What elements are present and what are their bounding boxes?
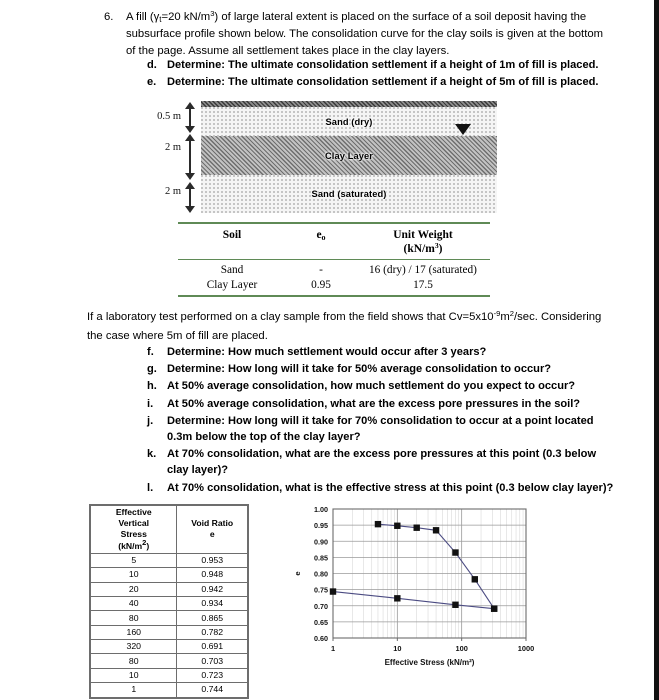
cell-stress: 320	[91, 640, 177, 654]
soil-table-header-row	[178, 224, 490, 259]
arrow-line	[189, 108, 191, 128]
question-text-part3: ) of large lateral extent is placed on the surface of a soil deposit having the subsurface profile shown below. The consolidation curve for the clay soils is given at the bottom of the page. Assume all settlement takes place in the clay layers.	[126, 11, 604, 57]
header-void-ratio-line2: e	[209, 529, 215, 540]
lab-paragraph-pre: If a laboratory test performed on a clay sample from the field shows that Cv=5x10	[87, 311, 494, 323]
dimension-label-clay: 2 m	[164, 142, 181, 153]
dimension-arrows	[183, 102, 197, 214]
dimension-label-sand-saturated: 2 m	[164, 186, 181, 197]
chart-data-point-marker	[433, 527, 439, 533]
chart-data-point-marker	[394, 595, 400, 601]
header-soil: Soil	[222, 229, 242, 241]
sub-item-e	[147, 74, 607, 90]
cell-e0-sand: -	[319, 264, 323, 277]
cell-e0-clay: 0.95	[311, 278, 331, 291]
table-rule-bottom	[178, 295, 490, 297]
cell-soil-sand: Sand	[220, 264, 244, 277]
gamma-symbol: γ	[153, 11, 160, 23]
sub-item-g-text: Determine: How long will it take for 50% average consolidation to occur?	[167, 363, 552, 376]
question-text-part2: =20 kN/m	[161, 11, 211, 23]
cell-stress: 20	[91, 582, 177, 596]
cell-void-ratio: 0.691	[177, 640, 248, 654]
table-row	[91, 596, 248, 610]
lab-test-paragraph	[87, 308, 607, 345]
chart-data-point-marker	[394, 523, 400, 529]
water-table-triangle-icon	[455, 124, 471, 135]
cell-void-ratio: 0.948	[177, 568, 248, 582]
sub-item-f-text: Determine: How much settlement would occur after 3 years?	[167, 346, 487, 358]
unit-weight-unit-pre: (kN/m	[403, 243, 435, 255]
sub-item-i-text: At 50% average consolidation, what are the excess pore pressures in the soil?	[167, 397, 581, 410]
sub-items-top-list	[147, 57, 607, 91]
cell-void-ratio: 0.865	[177, 611, 248, 625]
chart-data-point-marker	[452, 602, 458, 608]
sub-item-f-letter: f.	[147, 346, 154, 358]
question-text	[126, 9, 604, 59]
clay-layer-label: Clay Layer	[324, 150, 374, 161]
cell-unit-weight-clay: 17.5	[413, 278, 433, 291]
dimension-label-sand-dry: 0.5 m	[157, 111, 181, 122]
cell-void-ratio: 0.782	[177, 625, 248, 639]
sand-saturated-layer	[201, 175, 497, 213]
sub-item-h	[147, 378, 617, 394]
chart-y-tick-label: 0.65	[314, 617, 328, 627]
header-line-unit	[91, 537, 176, 552]
sub-item-l	[147, 480, 617, 496]
stress-unit-post: )	[146, 540, 150, 551]
chart-y-tick-label: 0.70	[314, 601, 328, 611]
chart-data-point-marker	[452, 549, 458, 555]
sub-item-k	[147, 446, 617, 478]
consolidation-curve-chart	[288, 497, 540, 677]
data-header-effective-stress	[91, 506, 177, 554]
sub-item-j-letter: j.	[147, 414, 154, 427]
data-header-void-ratio	[177, 506, 248, 554]
question-row	[104, 9, 604, 59]
sub-items-bottom-list	[147, 344, 617, 497]
sub-item-k-letter: k.	[147, 448, 157, 461]
soil-table-row-sand	[178, 263, 490, 278]
cell-stress: 160	[91, 625, 177, 639]
header-line-stress: Stress	[120, 529, 147, 540]
cell-void-ratio: 0.723	[177, 668, 248, 682]
arrow-head-icon	[185, 206, 195, 213]
clay-layer	[201, 136, 497, 175]
chart-y-tick-label: 0.75	[314, 585, 328, 595]
sub-item-j-text: Determine: How long will it take for 70% consolidation to occur at a point located 0.3m below the top of the clay layer?	[167, 414, 594, 444]
cell-stress: 5	[91, 553, 177, 567]
chart-y-tick-label: 0.60	[314, 634, 328, 643]
table-row	[91, 640, 248, 654]
chart-data-point-marker	[375, 521, 381, 527]
cell-soil-clay: Clay Layer	[206, 278, 258, 291]
cell-void-ratio: 0.934	[177, 596, 248, 610]
consolidation-data-table	[89, 504, 249, 699]
chart-data-point-marker	[472, 576, 478, 582]
cell-stress: 80	[91, 654, 177, 668]
cell-void-ratio: 0.942	[177, 582, 248, 596]
chart-y-tick-label: 1.00	[314, 505, 328, 514]
cv-exponent: -9	[493, 309, 501, 318]
data-table-header-row	[91, 506, 248, 554]
sand-dry-label: Sand (dry)	[325, 116, 373, 127]
lab-paragraph-post: /sec. Considering the case where 5m of fill are placed.	[87, 311, 602, 342]
stress-unit-sup: 2	[142, 537, 147, 547]
header-unit-weight-line1: Unit Weight	[393, 229, 453, 241]
table-row	[91, 553, 248, 567]
soil-layers	[201, 101, 497, 213]
unit-exponent: 3	[210, 9, 215, 18]
sub-item-g	[147, 361, 617, 377]
cell-stress: 10	[91, 568, 177, 582]
sub-item-e-text: Determine: The ultimate consolidation settlement if a height of 5m of fill is placed.	[167, 76, 599, 89]
stress-unit-pre: (kN/m	[118, 540, 143, 551]
table-row	[91, 582, 248, 596]
gamma-subscript: t	[159, 15, 162, 24]
table-row	[91, 683, 248, 697]
cell-stress: 10	[91, 668, 177, 682]
cell-stress: 80	[91, 611, 177, 625]
chart-data-point-marker	[413, 525, 419, 531]
area-exponent: 2	[509, 309, 514, 318]
soil-property-table	[178, 222, 490, 297]
lab-paragraph-mid: m	[500, 311, 510, 323]
question-text-part1: A fill (	[126, 11, 154, 23]
sub-item-h-text: At 50% average consolidation, how much settlement do you expect to occur?	[167, 380, 576, 393]
chart-x-tick-label: 10	[393, 644, 402, 653]
cell-void-ratio: 0.703	[177, 654, 248, 668]
arrow-head-icon	[185, 126, 195, 133]
header-e0-subscript: o	[321, 233, 326, 242]
unit-weight-unit-sup: 3	[434, 241, 439, 250]
chart-y-tick-label: 0.90	[314, 537, 328, 547]
arrow-head-icon	[185, 173, 195, 180]
sub-item-j	[147, 413, 617, 445]
sub-item-h-letter: h.	[147, 380, 157, 393]
table-row	[91, 668, 248, 682]
chart-x-axis-label: Effective Stress (kN/m²)	[384, 658, 475, 667]
sub-item-l-text: At 70% consolidation, what is the effective stress at this point (0.3 below clay layer)?	[167, 481, 614, 494]
table-row	[91, 625, 248, 639]
table-row	[91, 568, 248, 582]
table-row	[91, 611, 248, 625]
cell-void-ratio: 0.953	[177, 553, 248, 567]
chart-y-tick-label: 0.85	[314, 553, 328, 563]
data-table-element	[90, 505, 248, 698]
header-void-ratio-e0	[286, 228, 356, 257]
sub-item-d-letter: d.	[147, 59, 157, 71]
data-table-body	[91, 553, 248, 697]
data-table-head	[91, 506, 248, 554]
unit-weight-unit-post: )	[438, 243, 443, 255]
sub-item-d	[147, 57, 607, 73]
chart-x-tick-label: 1	[330, 644, 336, 653]
chart-x-tick-label: 100	[455, 644, 468, 653]
sub-item-d-text: Determine: The ultimate consolidation settlement if a height of 1m of fill is placed.	[167, 59, 599, 71]
sand-saturated-label: Sand (saturated)	[311, 189, 387, 199]
question-block	[104, 9, 604, 59]
header-unit-weight-line2	[356, 242, 490, 257]
chart-data-point-marker	[491, 605, 497, 611]
sub-item-i-letter: i.	[147, 397, 154, 410]
cell-stress: 40	[91, 596, 177, 610]
chart-svg-canvas	[288, 497, 540, 677]
sub-item-k-text: At 70% consolidation, what are the excess pore pressures at this point (0.3 below clay layer)?	[167, 448, 597, 477]
header-void-ratio-line1: Void Ratio	[191, 518, 234, 529]
table-row	[91, 654, 248, 668]
chart-y-tick-label: 0.80	[314, 569, 328, 579]
dimension-labels	[137, 98, 181, 216]
sub-item-l-letter: l.	[147, 481, 154, 494]
header-unit-weight	[356, 228, 490, 257]
header-line-effective: Effective	[115, 507, 152, 517]
chart-data-point-marker	[330, 588, 336, 594]
sub-item-g-letter: g.	[147, 363, 157, 376]
sub-item-i	[147, 396, 617, 412]
soil-table-row-clay	[178, 278, 490, 293]
page-edge-shadow	[654, 0, 659, 700]
chart-y-tick-label: 0.95	[314, 521, 328, 531]
header-line-vertical: Vertical	[118, 518, 150, 529]
chart-y-axis-label: e	[293, 571, 302, 576]
sand-dry-layer	[201, 107, 497, 136]
cell-unit-weight-sand: 16 (dry) / 17 (saturated)	[369, 264, 477, 277]
chart-x-tick-label: 1000	[517, 644, 535, 653]
sub-item-e-letter: e.	[147, 76, 157, 89]
cell-stress: 1	[91, 683, 177, 697]
header-e0-base: e	[316, 229, 322, 241]
soil-profile-diagram	[137, 98, 497, 216]
sub-item-f	[147, 344, 617, 360]
question-number: 6.	[104, 11, 114, 23]
cell-void-ratio: 0.744	[177, 683, 248, 697]
